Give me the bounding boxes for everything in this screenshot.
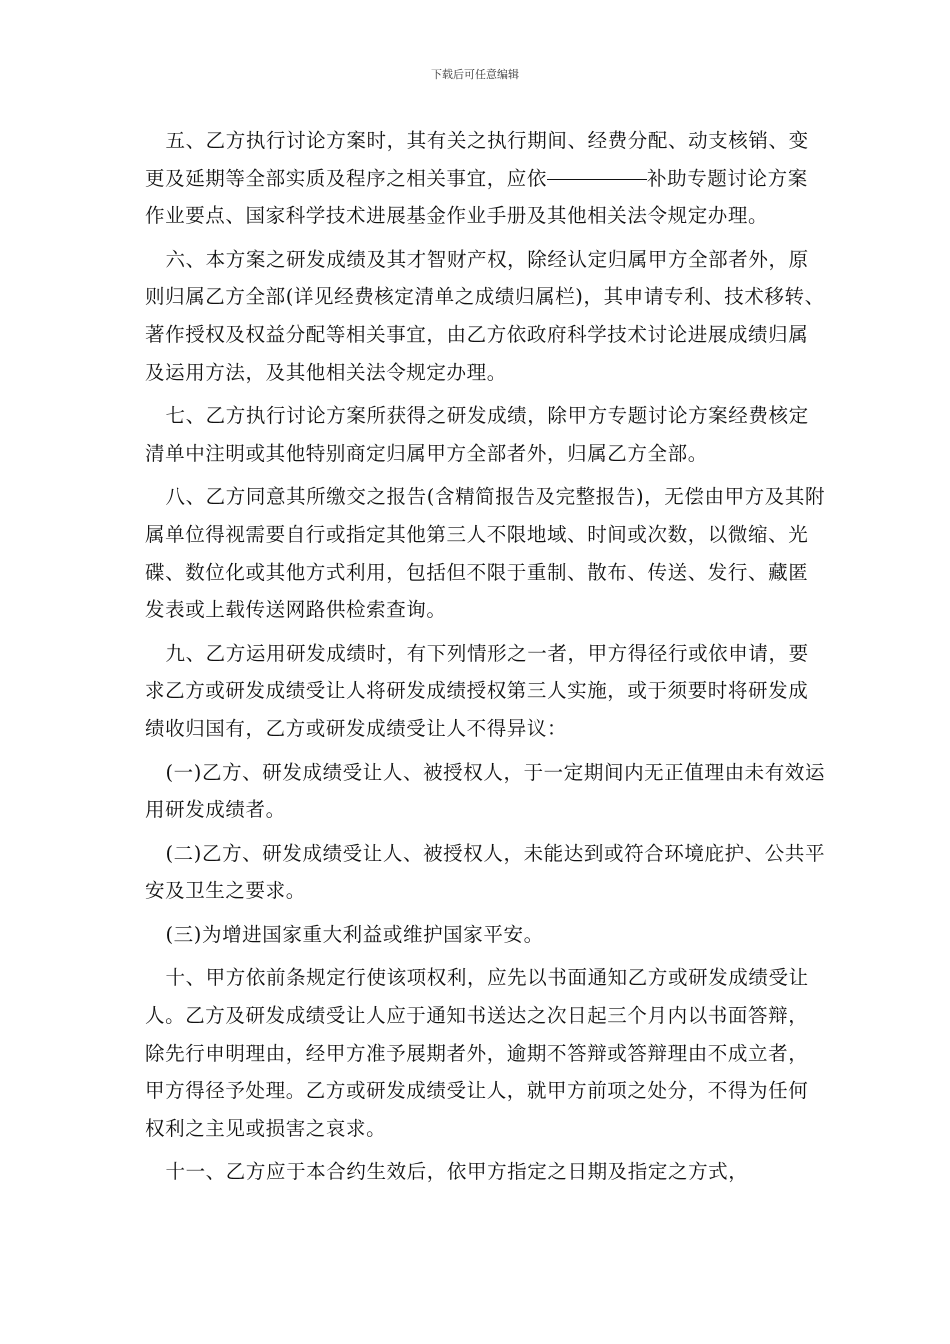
clause-5-text-a: 五、乙方执行讨论方案时，其有关之执行期间、经费分配、动支核销、变更及延期等全部实质及程序之相关事宜，应依 bbox=[145, 129, 809, 190]
fill-in-blank bbox=[547, 178, 647, 180]
clause-10: 十、甲方依前条规定行使该项权利，应先以书面通知乙方或研发成绩受让人。乙方及研发成绩受让人应于通知书送达之次日起三个月内以书面答辩，除先行申明理由，经甲方准予展期者外，逾期不答辩或答辩理由不成立者，甲方得径予处理。乙方或研发成绩受让人，就甲方前项之处分，不得为任何权利之主见或损害之哀求。 bbox=[145, 966, 809, 1140]
clause-9-item-2: (二)乙方、研发成绩受让人、被授权人，未能达到或符合环境庇护、公共平安及卫生之要求。 bbox=[145, 841, 826, 903]
clause-7: 七、乙方执行讨论方案所获得之研发成绩，除甲方专题讨论方案经费核定清单中注明或其他特别商定归属甲方全部者外，归属乙方全部。 bbox=[145, 404, 809, 465]
clause-9-item-3: (三)为增进国家重大利益或维护国家平安。 bbox=[165, 922, 544, 946]
clause-9: 九、乙方运用研发成绩时，有下列情形之一者，甲方得径行或依申请，要求乙方或研发成绩受让人将研发成绩授权第三人实施，或于须要时将研发成绩收归国有，乙方或研发成绩受让人不得异议： bbox=[145, 641, 809, 740]
clause-8: 八、乙方同意其所缴交之报告(含精简报告及完整报告)，无偿由甲方及其附属单位得视需要自行或指定其他第三人不限地域、时间或次数，以微缩、光碟、数位化或其他方式利用，包括但不限于重制、散布、传送、发行、藏匿发表或上载传送网路供检索查询。 bbox=[145, 485, 826, 622]
document-body bbox=[145, 122, 827, 1191]
clause-9-item-1: (一)乙方、研发成绩受让人、被授权人，于一定期间内无正值理由未有效运用研发成绩者。 bbox=[145, 760, 826, 822]
page-header: 下载后可任意编辑 bbox=[431, 68, 519, 81]
clause-5-text-b: 补助专题讨论方案作业要点、国家科学技术进展基金作业手册及其他相关法令规定办理。 bbox=[145, 166, 808, 228]
clause-11: 十一、乙方应于本合约生效后，依甲方指定之日期及指定之方式， bbox=[165, 1160, 749, 1184]
clause-5 bbox=[145, 122, 827, 235]
clause-6: 六、本方案之研发成绩及其才智财产权，除经认定归属甲方全部者外，原则归属乙方全部(详见经费核定清单之成绩归属栏)，其申请专利、技术移转、著作授权及权益分配等相关事宜，由乙方依政府科学技术讨论进展成绩归属及运用方法，及其他相关法令规定办理。 bbox=[145, 247, 825, 384]
